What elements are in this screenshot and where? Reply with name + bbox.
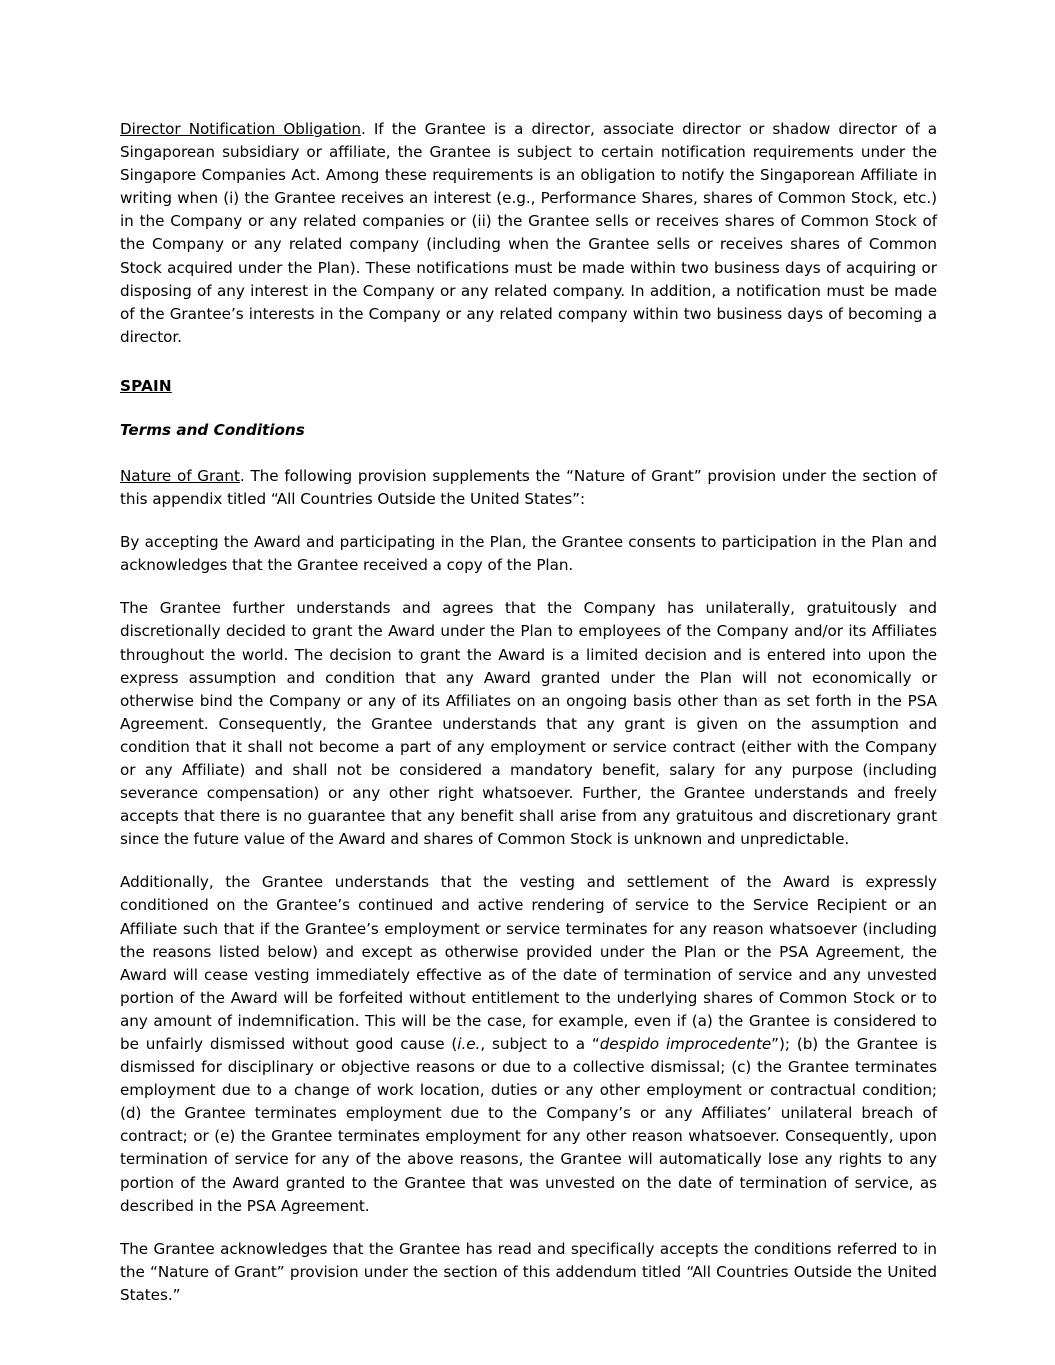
vesting-italic-despido-improcedente: despido improcedente	[599, 1035, 772, 1053]
paragraph-lead-label: Nature of Grant	[120, 466, 240, 485]
paragraph-unilateral-gratuitous-decision: The Grantee further understands and agrees that the Company has unilaterally, gratuitously and discretionally decided to grant the Award under the Plan to employees of the Company and/or its Affiliates throughout the world. The decision to grant the Award is a limited decision and is entered into upon the express assumption and condition that any Award granted under the Plan will not economically or otherwise bind the Company or any of its Affiliates on an ongoing basis other than as set forth in the PSA Agreement. Consequently, the Grantee understands that any grant is given on the assumption and condition that it shall not become a part of any employment or service contract (either with the Company or any Affiliate) and shall not be considered a mandatory benefit, salary for any purpose (including severance compensation) or any other right whatsoever. Further, the Grantee understands and freely accepts that there is no guarantee that any benefit shall arise from any gratuitous and discretionary grant since the future value of the Award and shares of Common Stock is unknown and unpredictable.	[120, 599, 937, 849]
vesting-italic-ie: i.e.	[457, 1035, 481, 1053]
paragraph-director-notification-obligation	[120, 118, 937, 349]
paragraph-nature-of-grant	[120, 465, 937, 511]
paragraph-consent-participation: By accepting the Award and participating in the Plan, the Grantee consents to participation in the Plan and acknowledges that the Grantee received a copy of the Plan.	[120, 533, 937, 575]
country-heading-spain: SPAIN	[120, 376, 172, 395]
section-heading-terms-and-conditions: Terms and Conditions	[120, 420, 305, 439]
vesting-text-part-2: , subject to a “	[480, 1035, 600, 1053]
paragraph-lead-label: Director Notification Obligation	[120, 120, 361, 138]
paragraph-body-text: . If the Grantee is a director, associate director or shadow director of a Singaporean subsidiary or affiliate, the Grantee is subject to certain notification requirements under the Singapore Companies Act. Among these requirements is an obligation to notify the Singaporean Affiliate in writing when (i) the Grantee receives an interest (e.g., Performance Shares, shares of Common Stock, etc.) in the Company or any related companies or (ii) the Grantee sells or receives shares of Common Stock of the Company or any related company (including when the Grantee sells or receives shares of Common Stock acquired under the Plan). These notifications must be made within two business days of acquiring or disposing of any interest in the Company or any related company. In addition, a notification must be made of the Grantee’s interests in the Company or any related company within two business days of becoming a director.	[120, 120, 938, 346]
vesting-text-part-1: Additionally, the Grantee understands that the vesting and settlement of the Award is expressly conditioned on the Grantee’s continued and active rendering of service to the Service Recipient or an Affiliate such that if the Grantee’s employment or service terminates for any reason whatsoever (including the reasons listed below) and except as otherwise provided under the Plan or the PSA Agreement, the Award will cease vesting immediately effective as of the date of termination of service and any unvested portion of the Award will be forfeited without entitlement to the underlying shares of Common Stock or to any amount of indemnification. This will be the case, for example, even if (a) the Grantee is considered to be unfairly dismissed without good cause (	[120, 873, 937, 1053]
vesting-text-part-3: ”); (b) the Grantee is dismissed for disciplinary or objective reasons or due to a collective dismissal; (c) the Grantee terminates employment due to a change of work location, duties or any other employment or contractual condition; (d) the Grantee terminates employment due to the Company’s or any Affiliates’ unilateral breach of contract; or (e) the Grantee terminates employment for any other reason whatsoever. Consequently, upon termination of service for any of the above reasons, the Grantee will automatically lose any rights to any portion of the Award granted to the Grantee that was unvested on the date of termination of service, as described in the PSA Agreement.	[120, 1035, 937, 1215]
paragraph-body-text: . The following provision supplements the “Nature of Grant” provision under the section of this appendix titled “All Countries Outside the United States”:	[120, 466, 937, 509]
paragraph-vesting-settlement-conditions	[120, 871, 937, 1217]
paragraph-acknowledgment-read-accepts: The Grantee acknowledges that the Grantee has read and specifically accepts the conditions referred to in the “Nature of Grant” provision under the section of this addendum titled “All Countries Outside the United States.”	[120, 1239, 937, 1304]
